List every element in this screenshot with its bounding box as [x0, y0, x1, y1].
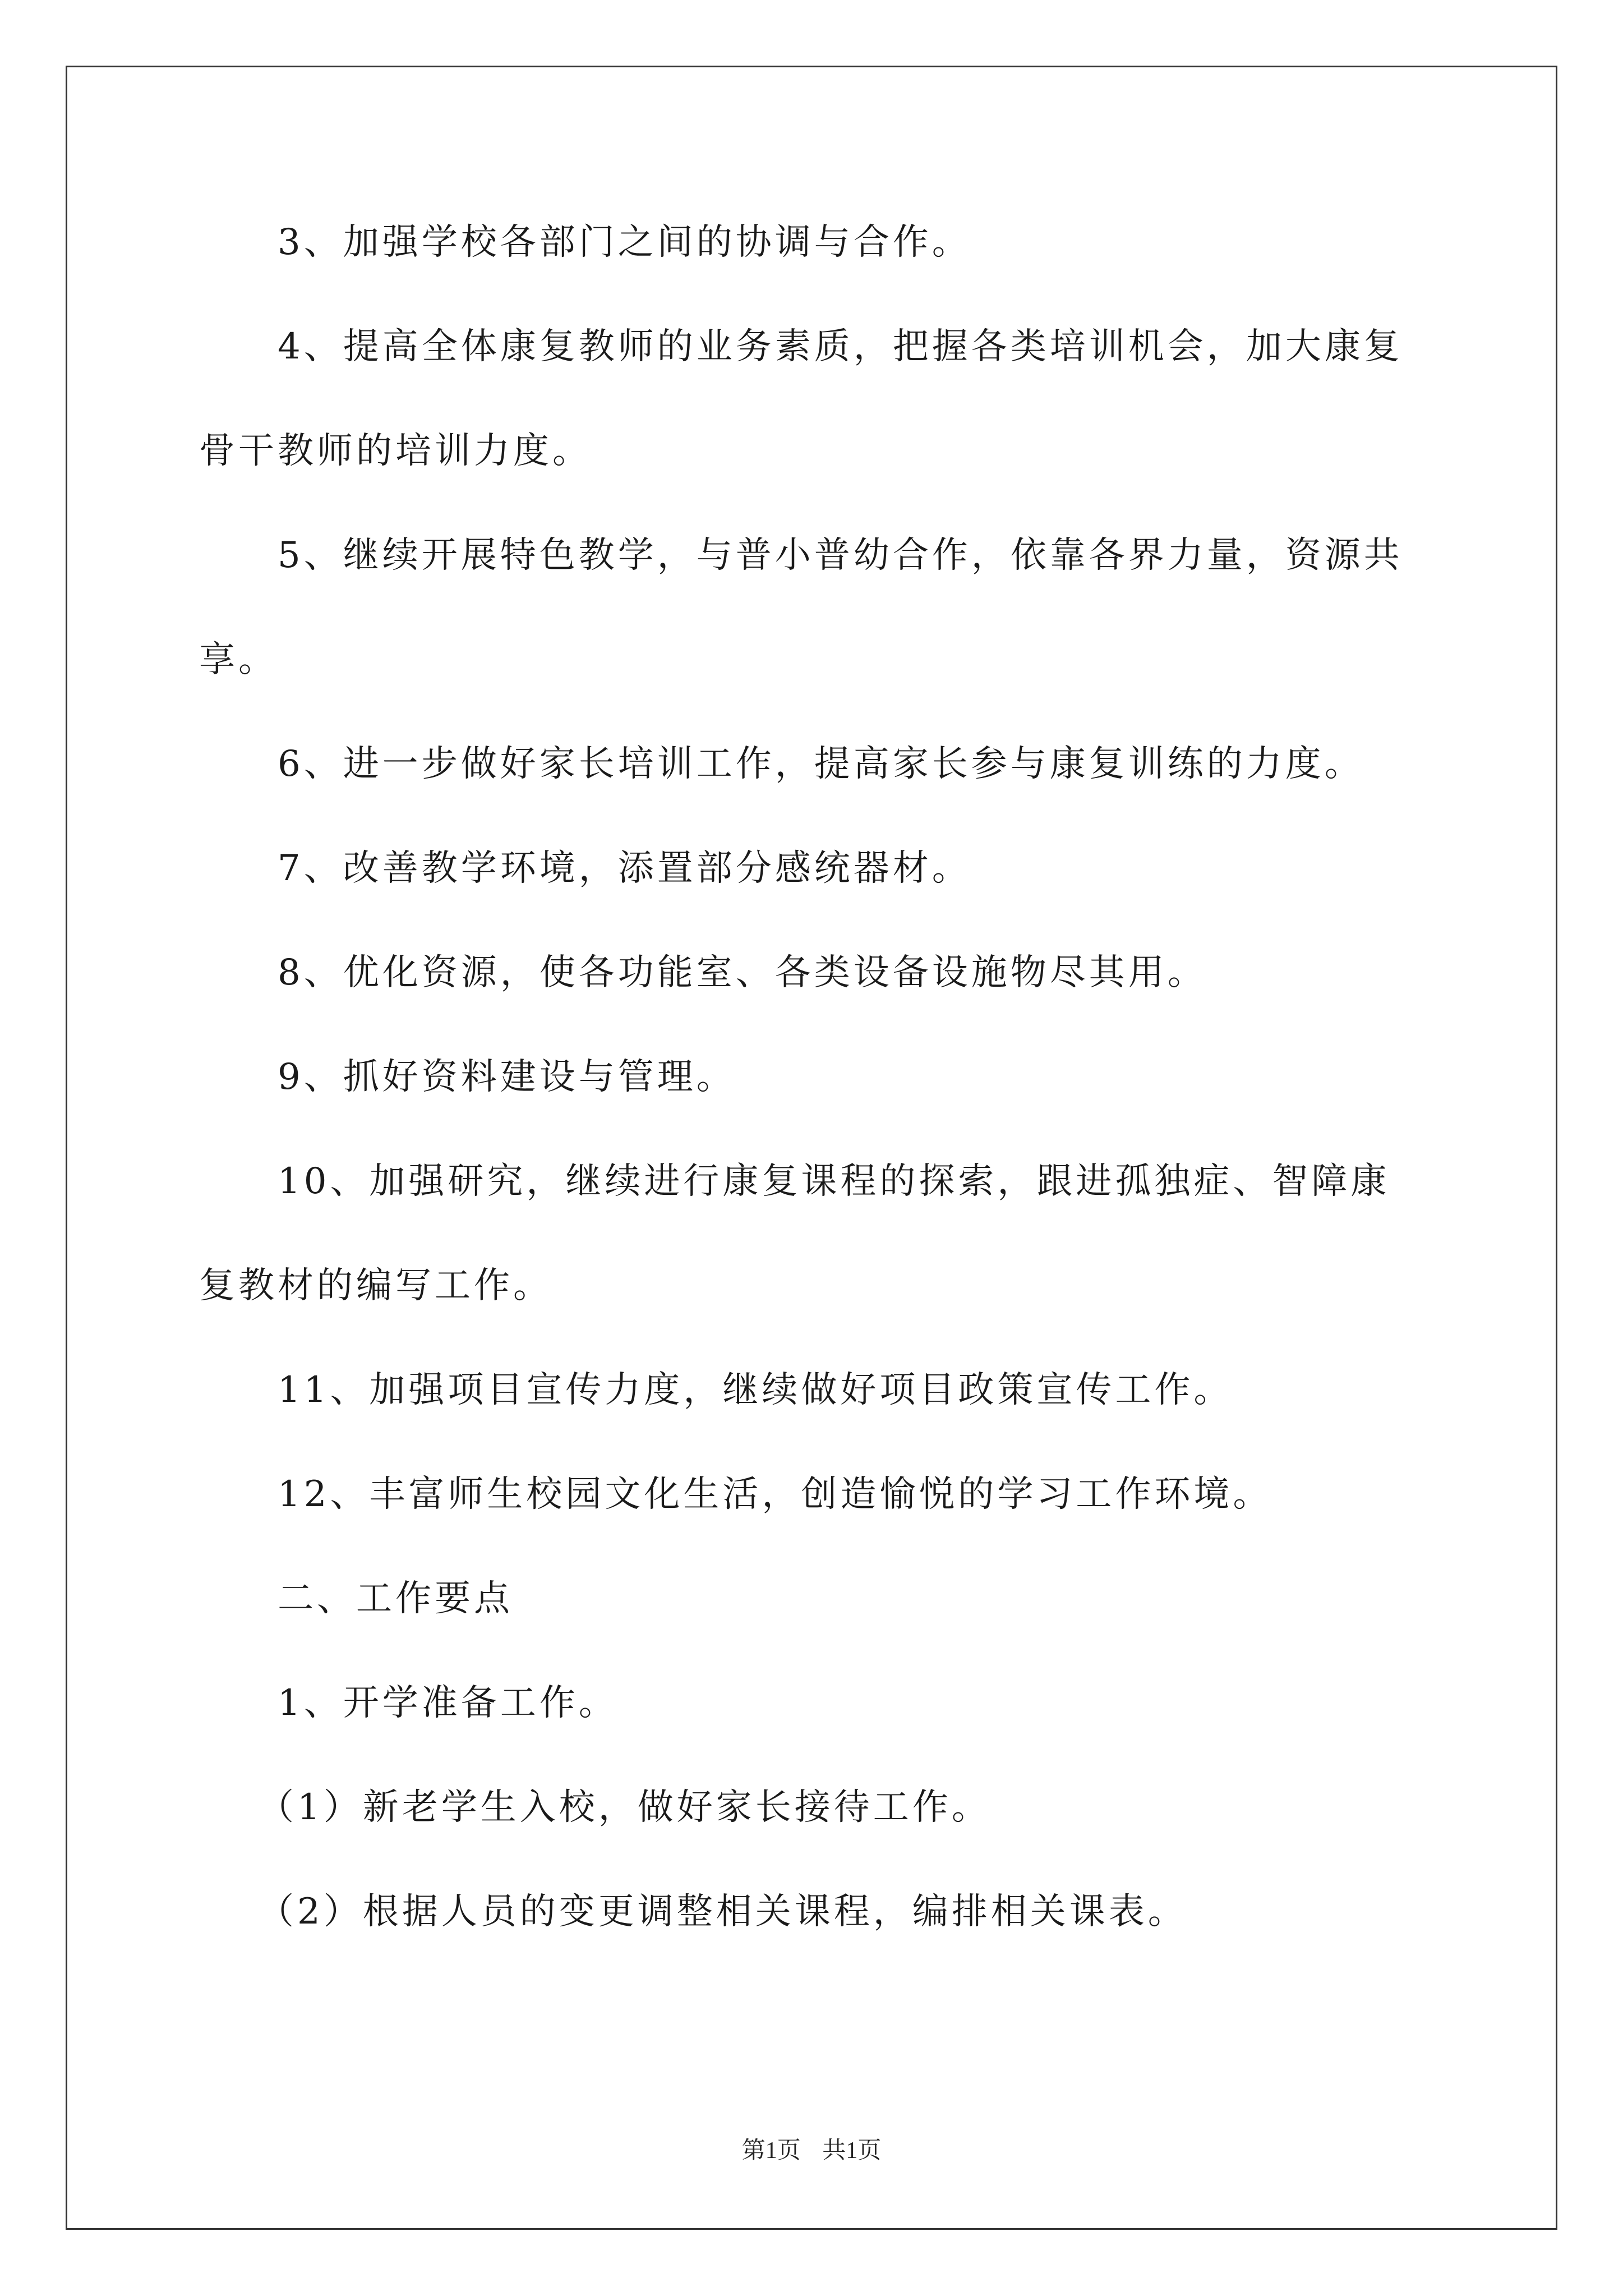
paragraph-7: 7、改善教学环境，添置部分感统器材。 — [278, 848, 971, 889]
paragraph-10-line-1: 10、加强研究，继续进行康复课程的探索，跟进孤独症、智障康 — [278, 1161, 1390, 1202]
paragraph-4-line-2: 骨干教师的培训力度。 — [199, 430, 592, 472]
subsection-item-1: 1、开学准备工作。 — [278, 1682, 618, 1724]
paragraph-5-line-2: 享。 — [199, 639, 278, 680]
paragraph-9: 9、抓好资料建设与管理。 — [278, 1056, 736, 1098]
paragraph-4-line-1: 4、提高全体康复教师的业务素质，把握各类培训机会，加大康复 — [278, 326, 1403, 367]
page-number-total: 共1页 — [822, 2138, 882, 2164]
paragraph-8: 8、优化资源，使各功能室、各类设备设施物尽其用。 — [278, 952, 1207, 993]
paragraph-11: 11、加强项目宣传力度，继续做好项目政策宣传工作。 — [278, 1369, 1233, 1411]
page-number-current: 第1页 — [741, 2138, 801, 2164]
paragraph-12: 12、丰富师生校园文化生活，创造愉悦的学习工作环境。 — [278, 1474, 1272, 1515]
paragraph-6: 6、进一步做好家长培训工作，提高家长参与康复训练的力度。 — [278, 743, 1364, 785]
paragraph-10-line-2: 复教材的编写工作。 — [199, 1265, 552, 1306]
subsection-item-1-b: （2）根据人员的变更调整相关课程，编排相关课表。 — [258, 1891, 1187, 1932]
subsection-item-1-a: （1）新老学生入校，做好家长接待工作。 — [258, 1787, 991, 1828]
section-heading: 二、工作要点 — [278, 1578, 513, 1619]
paragraph-5-line-1: 5、继续开展特色教学，与普小普幼合作，依靠各界力量，资源共 — [278, 535, 1403, 576]
page-footer — [0, 2132, 1623, 2165]
paragraph-3: 3、加强学校各部门之间的协调与合作。 — [278, 222, 971, 263]
